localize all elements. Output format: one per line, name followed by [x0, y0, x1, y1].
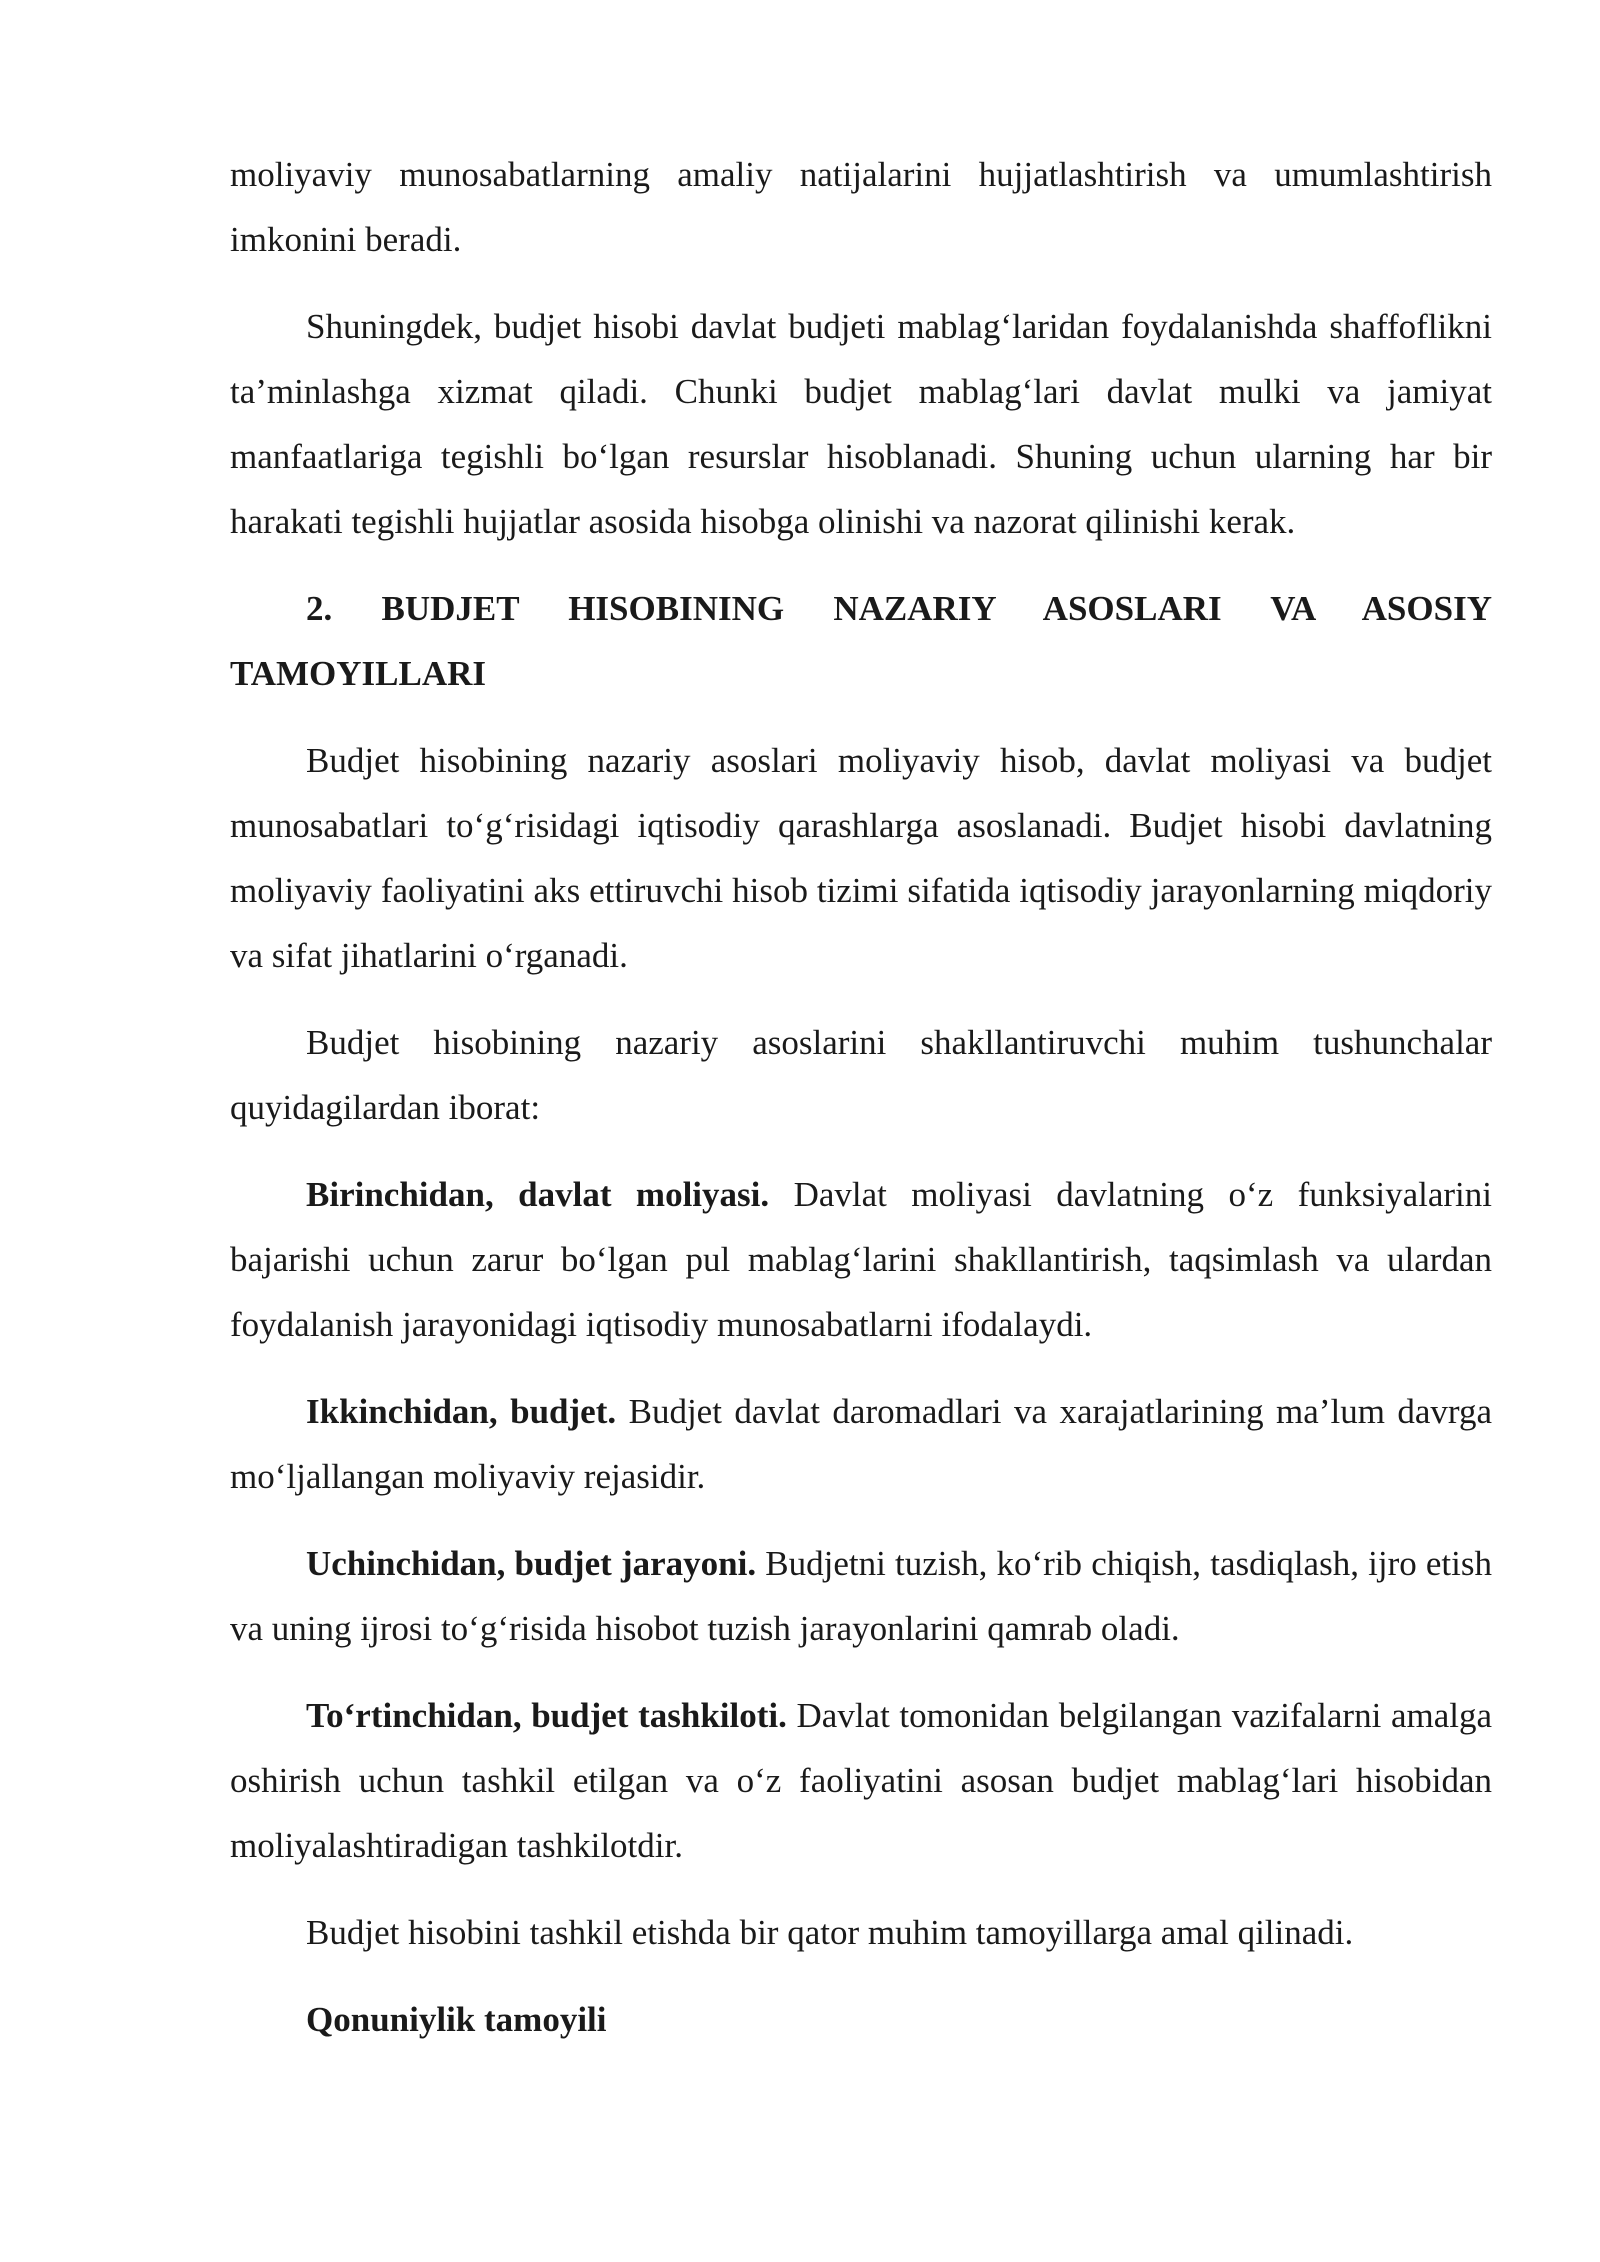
paragraph-continuation: moliyaviy munosabatlarning amaliy natijalarini hujjatlashtirish va umumlashtirish imkonini beradi.: [230, 155, 1492, 259]
paragraph-third-concept: [230, 1531, 1492, 1661]
text-first: Davlat moliyasi davlatning o‘z funksiyalarini bajarishi uchun zarur bo‘lgan pul mablag‘larini shakllantirish, taqsimlash va ulardan foydalanish jarayonidagi iqtisodiy munosabatlarni ifodalaydi.: [230, 1175, 1492, 1344]
paragraph-concepts-intro: Budjet hisobining nazariy asoslarini shakllantiruvchi muhim tushunchalar quyidagilardan iborat:: [230, 1023, 1492, 1127]
term-first: Birinchidan, davlat moliyasi.: [306, 1175, 770, 1214]
document-page: [230, 142, 1492, 2052]
paragraph-transparency: Shuningdek, budjet hisobi davlat budjeti mablag‘laridan foydalanishda shaffoflikni ta’minlashga xizmat qiladi. Chunki budjet mablag‘lari davlat mulki va jamiyat manfaatlariga tegishli bo‘lgan resurslar hisoblanadi. Shuning uchun ularning har bir harakati tegishli hujjatlar asosida hisobga olinishi va nazorat qilinishi kerak.: [230, 307, 1492, 541]
text-second: Budjet davlat daromadlari va xarajatlarining ma’lum davrga mo‘ljallangan moliyaviy rejasidir.: [230, 1392, 1492, 1496]
term-fourth: To‘rtinchidan, budjet tashkiloti.: [306, 1696, 787, 1735]
term-second: Ikkinchidan, budjet.: [306, 1392, 617, 1431]
paragraph-fourth-concept: [230, 1683, 1492, 1878]
paragraph-first-concept: [230, 1162, 1492, 1357]
text-third: Budjetni tuzish, ko‘rib chiqish, tasdiqlash, ijro etish va uning ijrosi to‘g‘risida hisobot tuzish jarayonlarini qamrab oladi.: [230, 1544, 1492, 1648]
term-third: Uchinchidan, budjet jarayoni.: [306, 1544, 757, 1583]
subheading-legality-principle: Qonuniylik tamoyili: [306, 2000, 607, 2039]
text-fourth: Davlat tomonidan belgilangan vazifalarni amalga oshirish uchun tashkil etilgan va o‘z faoliyatini asosan budjet mablag‘lari hisobidan moliyalashtiradigan tashkilotdir.: [230, 1696, 1492, 1865]
paragraph-second-concept: [230, 1379, 1492, 1509]
paragraph-principles-intro: Budjet hisobini tashkil etishda bir qator muhim tamoyillarga amal qilinadi.: [306, 1913, 1354, 1952]
paragraph-theory: Budjet hisobining nazariy asoslari moliyaviy hisob, davlat moliyasi va budjet munosabatlari to‘g‘risidagi iqtisodiy qarashlarga asoslanadi. Budjet hisobi davlatning moliyaviy faoliyatini aks ettiruvchi hisob tizimi sifatida iqtisodiy jarayonlarning miqdoriy va sifat jihatlarini o‘rganadi.: [230, 741, 1492, 975]
section-heading: 2. BUDJET HISOBINING NAZARIY ASOSLARI VA ASOSIY TAMOYILLARI: [230, 589, 1492, 693]
